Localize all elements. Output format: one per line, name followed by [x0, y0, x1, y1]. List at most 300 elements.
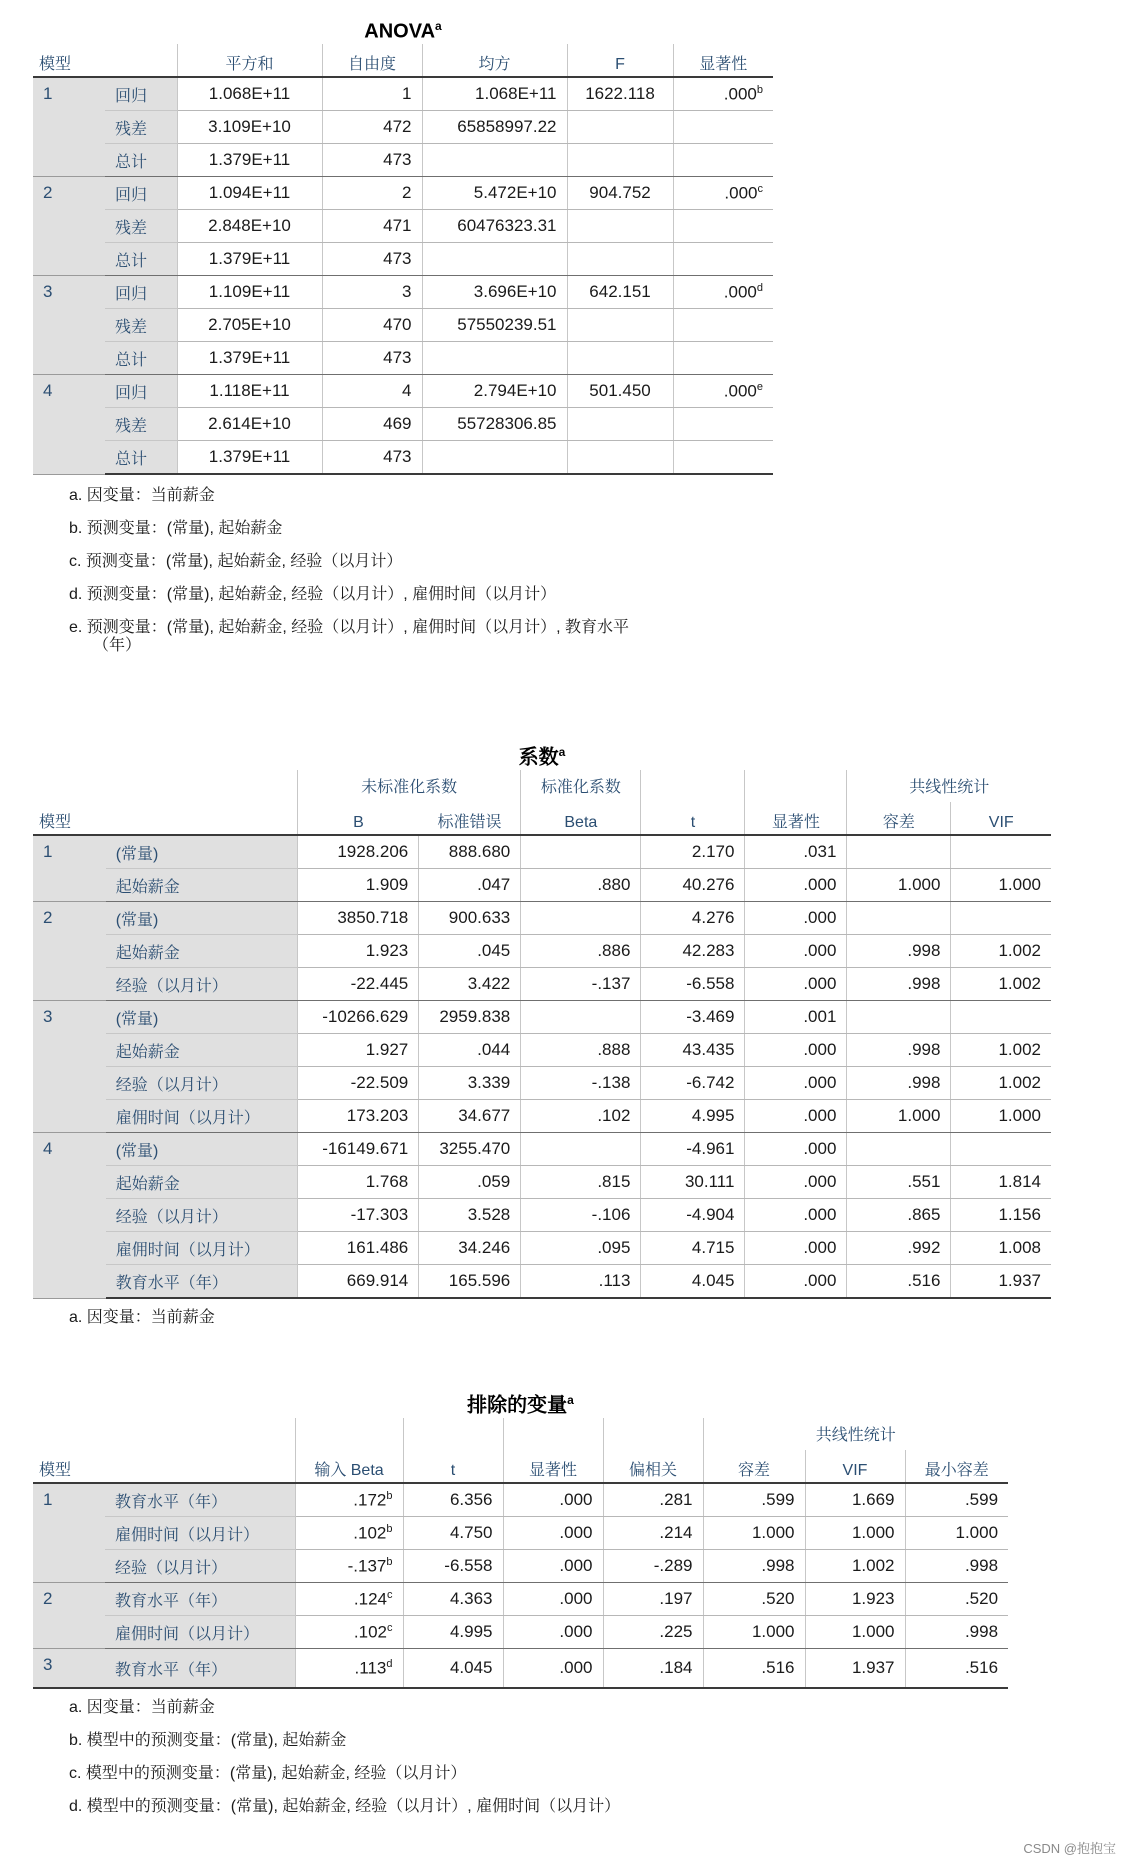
- cell-se: [419, 968, 521, 1001]
- cell-df: [322, 111, 422, 144]
- cell-value: 1.379E+11: [208, 150, 291, 169]
- cell-sig: [745, 1199, 847, 1232]
- cell-value: 3850.718: [337, 908, 409, 927]
- cell-sig: [745, 1166, 847, 1199]
- anova-section: [33, 14, 773, 656]
- cell-beta: [521, 1133, 641, 1166]
- model-number: 3: [33, 1649, 105, 1689]
- cell-value: .000: [559, 1658, 593, 1677]
- cell-partial: [603, 1517, 703, 1550]
- cell-df: [322, 210, 422, 243]
- header-f: F: [567, 44, 673, 77]
- row-label: (常量): [106, 1133, 298, 1166]
- cell-b: [298, 1199, 419, 1232]
- table-row: [33, 869, 1051, 902]
- cell-value: .000: [803, 1205, 837, 1224]
- cell-value: .000: [803, 941, 837, 960]
- cell-sig: [503, 1483, 603, 1517]
- row-label: (常量): [106, 1001, 298, 1034]
- cell-se: [419, 869, 521, 902]
- footnote: a. 因变量：当前薪金: [69, 1309, 215, 1326]
- cell-value: 900.633: [448, 908, 511, 927]
- cell-value: -3.469: [686, 1007, 735, 1026]
- cell-value: .000: [803, 908, 837, 927]
- cell-se: [419, 1067, 521, 1100]
- row-label: 总计: [105, 342, 177, 375]
- cell-tol: [847, 835, 951, 869]
- cell-se: [419, 835, 521, 869]
- row-label: 总计: [105, 243, 177, 276]
- header-sig: 显著性: [745, 802, 847, 835]
- footnote-marker: b: [756, 83, 764, 96]
- cell-tol: [847, 1034, 951, 1067]
- cell-value: 501.450: [589, 381, 651, 400]
- footnote: b. 预测变量：(常量), 起始薪金: [69, 520, 283, 537]
- cell-t: [403, 1583, 503, 1616]
- cell-value: .880: [597, 875, 631, 894]
- cell-value: 473: [383, 249, 412, 268]
- cell-value: -10266.629: [322, 1007, 409, 1026]
- cell-value: 1.923: [365, 941, 409, 960]
- cell-t: [641, 1199, 745, 1232]
- model-number: 4: [33, 1133, 106, 1299]
- cell-t: [641, 1133, 745, 1166]
- cell-tol: [847, 968, 951, 1001]
- cell-vif: [951, 1001, 1051, 1034]
- cell-t: [641, 935, 745, 968]
- cell-vif: [951, 1265, 1051, 1299]
- row-label: 回归: [105, 77, 177, 111]
- cell-t: [641, 1034, 745, 1067]
- cell-f: [567, 77, 673, 111]
- cell-value: 1.000: [751, 1523, 795, 1542]
- cell-sig: [673, 243, 773, 276]
- cell-vif: [805, 1517, 905, 1550]
- coef-title: 系数$^a$: [518, 745, 566, 769]
- cell-value: .095: [597, 1238, 631, 1257]
- cell-value: -22.445: [350, 974, 409, 993]
- header-t: t: [403, 1450, 503, 1483]
- cell-beta_in: [295, 1550, 403, 1583]
- footnote-marker: d: [386, 1657, 393, 1670]
- cell-partial: [603, 1550, 703, 1583]
- cell-value: .031: [803, 842, 837, 861]
- cell-value: 3.696E+10: [473, 282, 557, 301]
- table-row: [33, 1550, 1008, 1583]
- header-ss: 平方和: [177, 44, 322, 77]
- cell-t: [403, 1483, 503, 1517]
- table-row: [33, 243, 773, 276]
- cell-value: 1.937: [851, 1658, 895, 1677]
- cell-value: 165.596: [448, 1271, 511, 1290]
- coef-section: [33, 740, 1051, 1334]
- cell-vif: [951, 968, 1051, 1001]
- table-row: [33, 1166, 1051, 1199]
- cell-t: [641, 869, 745, 902]
- excluded-footnotes: [33, 1691, 1008, 1823]
- cell-beta: [521, 869, 641, 902]
- cell-value: .124: [353, 1589, 387, 1609]
- cell-tol: [703, 1550, 805, 1583]
- cell-value: .000: [803, 1271, 837, 1290]
- cell-value: .000: [559, 1556, 593, 1575]
- cell-b: [298, 1166, 419, 1199]
- cell-min_tol: [905, 1583, 1008, 1616]
- footnote-marker: e: [756, 380, 764, 393]
- cell-value: .998: [907, 1073, 941, 1092]
- header-tol: 容差: [847, 802, 951, 835]
- header-sig: 显著性: [673, 44, 773, 77]
- cell-ms: [422, 408, 567, 441]
- cell-sig: [745, 869, 847, 902]
- cell-min_tol: [905, 1550, 1008, 1583]
- cell-f: [567, 276, 673, 309]
- row-label: 起始薪金: [106, 869, 298, 902]
- header-model: 模型: [33, 802, 298, 835]
- cell-value: 2.794E+10: [473, 381, 557, 400]
- cell-sig: [745, 902, 847, 935]
- cell-sig: [745, 1034, 847, 1067]
- cell-sig: [745, 935, 847, 968]
- cell-df: [322, 441, 422, 475]
- cell-sig: [745, 1265, 847, 1299]
- cell-t: [403, 1517, 503, 1550]
- cell-value: .520: [964, 1589, 999, 1608]
- cell-beta: [521, 1232, 641, 1265]
- cell-b: [298, 869, 419, 902]
- cell-beta_in: [295, 1616, 403, 1649]
- header-colin: 共线性统计: [847, 770, 1051, 802]
- cell-value: 1.118E+11: [209, 381, 290, 400]
- footnote-marker: c: [387, 1621, 393, 1634]
- cell-value: -.137: [347, 1556, 387, 1576]
- cell-vif: [951, 1067, 1051, 1100]
- cell-vif: [951, 835, 1051, 869]
- cell-value: .998: [761, 1556, 795, 1575]
- cell-tol: [847, 1166, 951, 1199]
- header-min-tol: 最小容差: [905, 1450, 1008, 1483]
- cell-vif: [951, 935, 1051, 968]
- cell-sig: [673, 375, 773, 408]
- footnote: a. 因变量：当前薪金: [69, 1699, 215, 1716]
- cell-se: [419, 1166, 521, 1199]
- cell-tol: [847, 869, 951, 902]
- model-number: 2: [33, 177, 105, 276]
- cell-value: 1.002: [998, 941, 1041, 960]
- cell-sig: [673, 144, 773, 177]
- cell-value: .992: [907, 1238, 941, 1257]
- cell-value: 43.435: [682, 1040, 735, 1059]
- cell-ss: [177, 111, 322, 144]
- cell-ms: [422, 210, 567, 243]
- cell-value: 1622.118: [585, 84, 655, 103]
- cell-ss: [177, 276, 322, 309]
- cell-t: [403, 1649, 503, 1689]
- cell-df: [322, 144, 422, 177]
- cell-value: 1.000: [897, 1106, 941, 1125]
- table-row: [33, 935, 1051, 968]
- cell-value: .520: [761, 1589, 795, 1608]
- row-label: 总计: [105, 144, 177, 177]
- cell-value: 60476323.31: [457, 216, 557, 235]
- anova-title: ANOVA$^a$: [364, 19, 442, 43]
- cell-beta: [521, 1034, 641, 1067]
- anova-footnotes: [33, 479, 773, 656]
- table-row: [33, 111, 773, 144]
- cell-value: 888.680: [448, 842, 511, 861]
- header-beta-in: 输入 Beta: [295, 1450, 403, 1483]
- cell-value: 1928.206: [337, 842, 409, 861]
- cell-sig: [503, 1616, 603, 1649]
- cell-value: .001: [803, 1007, 837, 1026]
- cell-value: 1.109E+11: [208, 282, 291, 301]
- row-label: 教育水平（年）: [105, 1649, 295, 1689]
- cell-t: [641, 835, 745, 869]
- cell-value: 1: [402, 84, 412, 103]
- table-row: [33, 1232, 1051, 1265]
- cell-b: [298, 1232, 419, 1265]
- cell-value: 1.768: [365, 1172, 409, 1191]
- row-label: (常量): [106, 835, 298, 869]
- table-row: [33, 408, 773, 441]
- cell-value: 1.937: [998, 1271, 1041, 1290]
- cell-tol: [703, 1483, 805, 1517]
- table-row: [33, 210, 773, 243]
- cell-value: .047: [477, 875, 511, 894]
- cell-value: .044: [477, 1040, 511, 1059]
- cell-value: .516: [907, 1271, 941, 1290]
- cell-ss: [177, 309, 322, 342]
- cell-t: [641, 1265, 745, 1299]
- cell-value: 34.677: [458, 1106, 511, 1125]
- table-row: [33, 1583, 1008, 1616]
- cell-value: 2.705E+10: [208, 315, 291, 334]
- footnote: c. 预测变量：(常量), 起始薪金, 经验（以月计）: [69, 553, 403, 570]
- cell-b: [298, 1100, 419, 1133]
- cell-value: 3.109E+10: [208, 117, 291, 136]
- cell-value: 1.094E+11: [208, 183, 291, 202]
- cell-beta: [521, 902, 641, 935]
- model-number: 2: [33, 1583, 105, 1649]
- cell-ss: [177, 243, 322, 276]
- cell-df: [322, 276, 422, 309]
- cell-vif: [805, 1550, 905, 1583]
- cell-df: [322, 375, 422, 408]
- cell-value: 3: [402, 282, 412, 301]
- cell-ss: [177, 375, 322, 408]
- cell-value: 40.276: [682, 875, 735, 894]
- cell-value: .184: [659, 1658, 693, 1677]
- cell-value: .045: [477, 941, 511, 960]
- cell-value: 473: [383, 348, 412, 367]
- table-row: [33, 276, 773, 309]
- cell-b: [298, 902, 419, 935]
- cell-tol: [847, 1133, 951, 1166]
- cell-value: .172: [353, 1490, 387, 1510]
- cell-value: .000: [723, 282, 757, 302]
- cell-vif: [951, 1100, 1051, 1133]
- footnote: d. 预测变量：(常量), 起始薪金, 经验（以月计）, 雇佣时间（以月计）: [69, 586, 557, 603]
- cell-value: 669.914: [346, 1271, 409, 1290]
- cell-value: 2.614E+10: [208, 414, 291, 433]
- cell-value: 2959.838: [439, 1007, 511, 1026]
- cell-b: [298, 935, 419, 968]
- cell-ss: [177, 441, 322, 475]
- model-number: 1: [33, 77, 105, 177]
- model-number: 4: [33, 375, 105, 475]
- cell-value: .516: [761, 1658, 795, 1677]
- cell-value: .000: [803, 1106, 837, 1125]
- cell-b: [298, 835, 419, 869]
- cell-sig: [745, 1232, 847, 1265]
- cell-beta: [521, 1166, 641, 1199]
- cell-value: 55728306.85: [457, 414, 557, 433]
- cell-tol: [703, 1616, 805, 1649]
- cell-beta_in: [295, 1583, 403, 1616]
- cell-df: [322, 309, 422, 342]
- cell-value: .059: [477, 1172, 511, 1191]
- cell-t: [641, 1100, 745, 1133]
- cell-ms: [422, 243, 567, 276]
- cell-df: [322, 177, 422, 210]
- cell-value: .599: [964, 1490, 999, 1509]
- header-ms: 均方: [422, 44, 567, 77]
- cell-value: .000: [559, 1622, 593, 1641]
- coef-footnotes: [33, 1301, 1051, 1334]
- footnote: e. 预测变量：(常量), 起始薪金, 经验（以月计）, 雇佣时间（以月计）, 教育水平 （年）: [69, 619, 630, 654]
- cell-value: .000: [803, 1040, 837, 1059]
- cell-t: [403, 1550, 503, 1583]
- cell-value: .000: [803, 1238, 837, 1257]
- header-t: t: [641, 802, 745, 835]
- cell-value: -17.303: [350, 1205, 409, 1224]
- footnote-marker: b: [386, 1489, 393, 1502]
- footnote: b. 模型中的预测变量：(常量), 起始薪金: [69, 1732, 347, 1749]
- cell-f: [567, 243, 673, 276]
- header-sig: 显著性: [503, 1450, 603, 1483]
- cell-value: 1.379E+11: [208, 447, 291, 466]
- cell-value: 6.356: [449, 1490, 493, 1509]
- cell-sig: [745, 835, 847, 869]
- cell-se: [419, 1001, 521, 1034]
- cell-vif: [951, 902, 1051, 935]
- cell-beta: [521, 1100, 641, 1133]
- cell-sig: [745, 1133, 847, 1166]
- cell-df: [322, 243, 422, 276]
- header-b: B: [298, 802, 419, 835]
- cell-tol: [847, 1001, 951, 1034]
- cell-tol: [847, 1232, 951, 1265]
- cell-value: 4.045: [691, 1271, 735, 1290]
- cell-b: [298, 1001, 419, 1034]
- row-label: 雇佣时间（以月计）: [106, 1232, 298, 1265]
- footnote-marker: b: [386, 1522, 393, 1535]
- header-df: 自由度: [322, 44, 422, 77]
- table-row: [33, 835, 1051, 869]
- cell-value: .865: [907, 1205, 941, 1224]
- cell-value: 1.002: [998, 1040, 1041, 1059]
- cell-partial: [603, 1649, 703, 1689]
- cell-value: .516: [964, 1658, 999, 1677]
- cell-value: -4.961: [686, 1139, 735, 1158]
- cell-value: -.138: [591, 1073, 631, 1092]
- cell-beta: [521, 968, 641, 1001]
- cell-value: 1.000: [851, 1523, 895, 1542]
- cell-value: 1.008: [998, 1238, 1041, 1257]
- cell-tol: [703, 1583, 805, 1616]
- cell-tol: [847, 1100, 951, 1133]
- cell-value: 3255.470: [439, 1139, 511, 1158]
- cell-beta: [521, 935, 641, 968]
- cell-value: .000: [803, 875, 837, 894]
- cell-f: [567, 111, 673, 144]
- cell-value: 30.111: [684, 1172, 735, 1191]
- cell-ss: [177, 342, 322, 375]
- cell-sig: [745, 1001, 847, 1034]
- cell-value: 1.909: [365, 875, 409, 894]
- cell-value: 3.339: [467, 1073, 511, 1092]
- cell-f: [567, 210, 673, 243]
- cell-ss: [177, 210, 322, 243]
- cell-min_tol: [905, 1616, 1008, 1649]
- cell-sig: [673, 441, 773, 475]
- row-label: 起始薪金: [106, 1034, 298, 1067]
- cell-se: [419, 1100, 521, 1133]
- row-label: 残差: [105, 309, 177, 342]
- header-vif: VIF: [951, 802, 1051, 835]
- header-unstd: 未标准化系数: [298, 770, 521, 802]
- cell-sig: [673, 309, 773, 342]
- table-row: [33, 1034, 1051, 1067]
- cell-sig: [673, 77, 773, 111]
- cell-value: 471: [383, 216, 412, 235]
- cell-value: 3.528: [467, 1205, 511, 1224]
- footnote-marker: b: [386, 1555, 393, 1568]
- cell-se: [419, 1232, 521, 1265]
- cell-value: -6.558: [444, 1556, 493, 1575]
- cell-vif: [805, 1616, 905, 1649]
- cell-value: .225: [659, 1622, 693, 1641]
- cell-value: 1.000: [998, 875, 1041, 894]
- cell-value: .551: [907, 1172, 941, 1191]
- model-number: 3: [33, 276, 105, 375]
- watermark: CSDN @抱抱宝: [1023, 1841, 1116, 1856]
- cell-value: .000: [723, 381, 757, 401]
- footnote: a. 因变量：当前薪金: [69, 487, 215, 504]
- cell-tol: [703, 1517, 805, 1550]
- cell-value: -.289: [653, 1556, 693, 1575]
- cell-value: .998: [964, 1556, 999, 1575]
- cell-t: [641, 1067, 745, 1100]
- header-se: 标准错误: [419, 802, 521, 835]
- header-std: 标准化系数: [521, 770, 641, 802]
- model-number: 2: [33, 902, 106, 1001]
- cell-ss: [177, 177, 322, 210]
- cell-ms: [422, 309, 567, 342]
- cell-partial: [603, 1616, 703, 1649]
- cell-t: [641, 968, 745, 1001]
- cell-sig: [673, 342, 773, 375]
- cell-value: 4.276: [691, 908, 735, 927]
- cell-f: [567, 375, 673, 408]
- cell-sig: [673, 408, 773, 441]
- cell-value: 42.283: [682, 941, 735, 960]
- excluded-title: 排除的变量$^a$: [467, 1393, 574, 1417]
- model-number: 1: [33, 835, 106, 902]
- cell-value: -6.558: [686, 974, 735, 993]
- cell-value: -6.742: [686, 1073, 735, 1092]
- cell-value: .886: [597, 941, 631, 960]
